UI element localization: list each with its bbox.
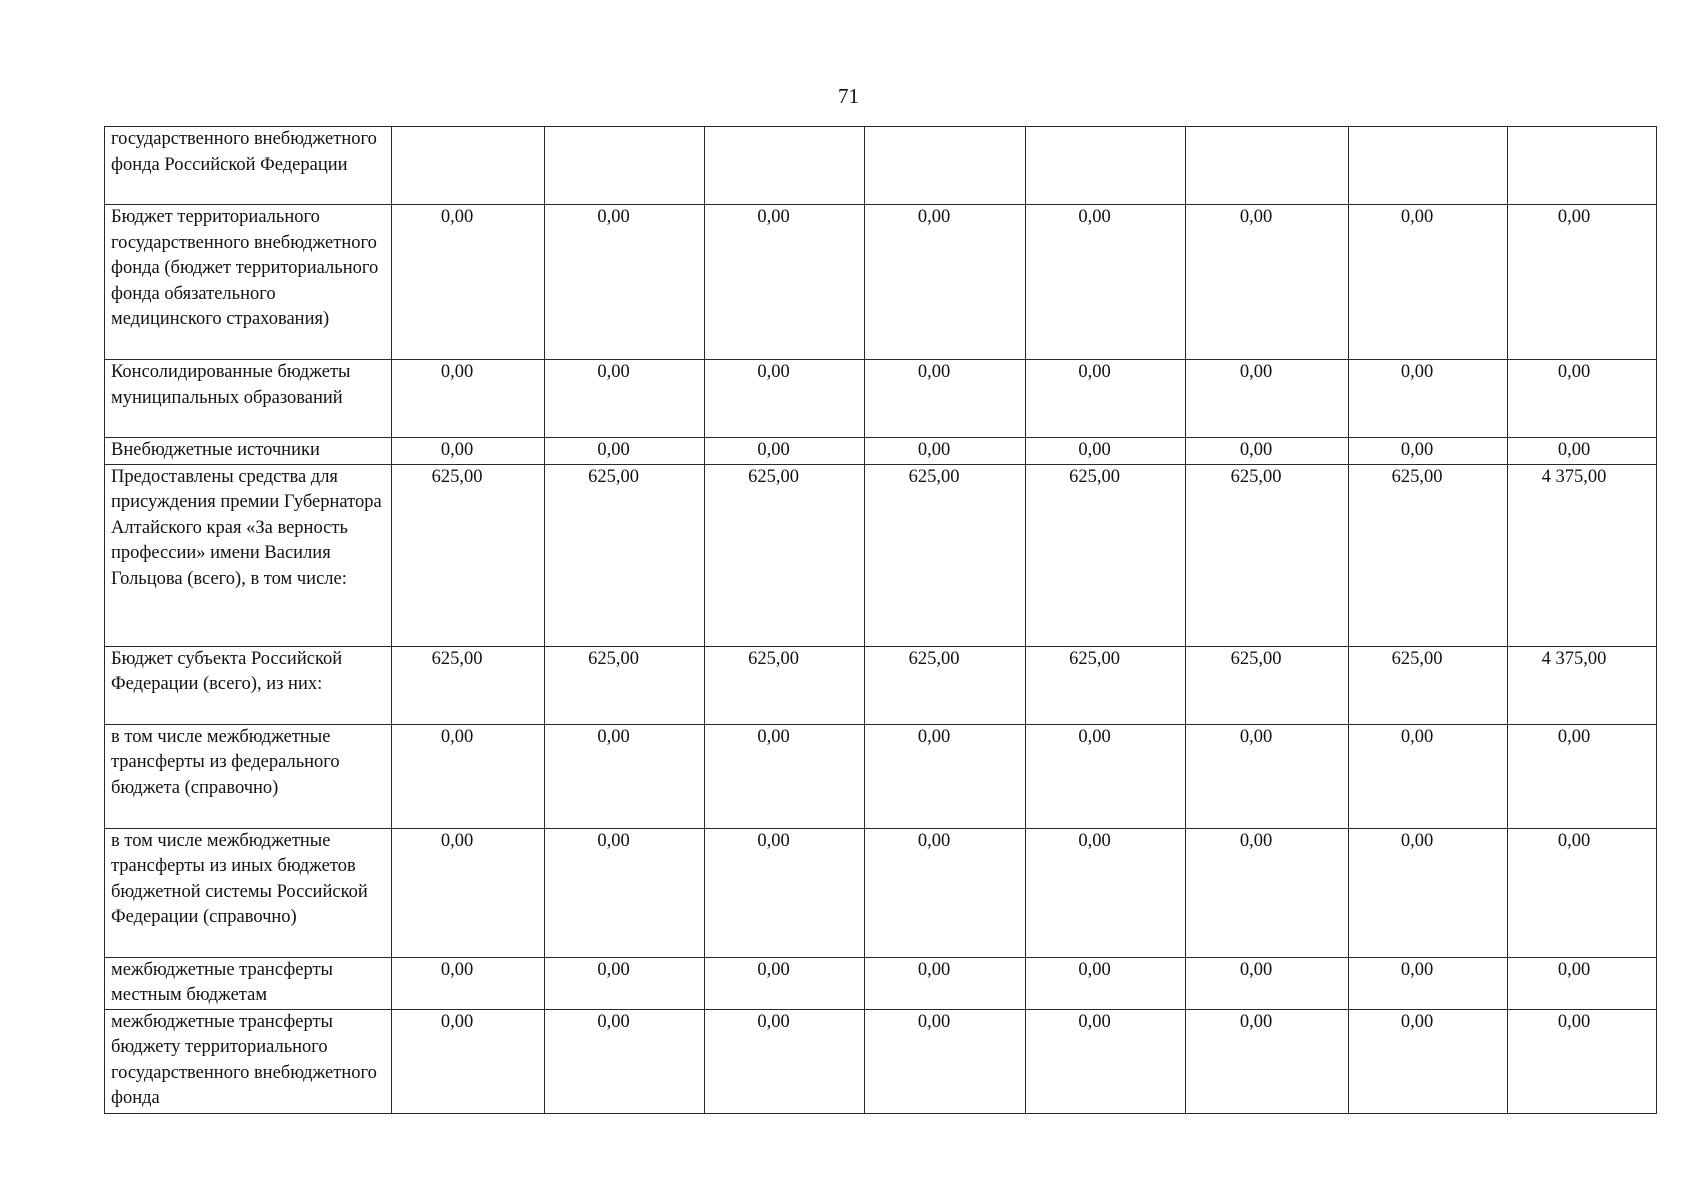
value-cell <box>1508 127 1657 205</box>
value-cell: 0,00 <box>1026 360 1186 438</box>
value-cell: 0,00 <box>392 724 545 828</box>
table-row <box>105 1009 1657 1113</box>
value-cell: 625,00 <box>705 646 865 724</box>
value-cell <box>1186 127 1349 205</box>
budget-table <box>104 126 1657 1114</box>
value-cell: 0,00 <box>392 205 545 360</box>
value-cell: 0,00 <box>705 1009 865 1113</box>
value-cell: 0,00 <box>705 828 865 957</box>
value-cell: 625,00 <box>1026 464 1186 646</box>
value-cell: 0,00 <box>865 957 1026 1009</box>
value-cell <box>545 127 705 205</box>
value-cell: 625,00 <box>1349 646 1508 724</box>
value-cell: 0,00 <box>1026 828 1186 957</box>
value-cell <box>865 127 1026 205</box>
value-cell: 0,00 <box>705 438 865 465</box>
value-cell: 0,00 <box>1186 438 1349 465</box>
value-cell: 625,00 <box>865 646 1026 724</box>
value-cell: 0,00 <box>1026 1009 1186 1113</box>
value-cell: 0,00 <box>392 1009 545 1113</box>
value-cell: 0,00 <box>1349 828 1508 957</box>
value-cell: 0,00 <box>1349 724 1508 828</box>
value-cell: 0,00 <box>392 360 545 438</box>
value-cell: 0,00 <box>1349 1009 1508 1113</box>
value-cell: 0,00 <box>1186 205 1349 360</box>
value-cell: 0,00 <box>1508 724 1657 828</box>
value-cell: 0,00 <box>545 205 705 360</box>
value-cell: 0,00 <box>865 1009 1026 1113</box>
row-label: межбюджетные трансферты местным бюджетам <box>105 957 392 1009</box>
value-cell: 625,00 <box>1186 646 1349 724</box>
value-cell: 0,00 <box>1186 360 1349 438</box>
value-cell: 0,00 <box>1508 205 1657 360</box>
value-cell: 625,00 <box>1349 464 1508 646</box>
value-cell: 4 375,00 <box>1508 646 1657 724</box>
row-label: межбюджетные трансферты бюджету территориального государственного внебюджетного фонда <box>105 1009 392 1113</box>
value-cell: 0,00 <box>545 360 705 438</box>
value-cell: 0,00 <box>1026 205 1186 360</box>
table-row <box>105 957 1657 1009</box>
value-cell: 0,00 <box>865 724 1026 828</box>
value-cell: 0,00 <box>705 360 865 438</box>
value-cell: 0,00 <box>865 205 1026 360</box>
value-cell: 0,00 <box>392 957 545 1009</box>
value-cell: 0,00 <box>705 724 865 828</box>
table-row <box>105 646 1657 724</box>
value-cell: 0,00 <box>1186 828 1349 957</box>
row-label: государственного внебюджетного фонда Российской Федерации <box>105 127 392 205</box>
value-cell: 0,00 <box>865 438 1026 465</box>
value-cell: 0,00 <box>1026 724 1186 828</box>
value-cell: 0,00 <box>1186 724 1349 828</box>
value-cell <box>705 127 865 205</box>
table-row <box>105 464 1657 646</box>
value-cell: 0,00 <box>545 724 705 828</box>
value-cell: 0,00 <box>1186 957 1349 1009</box>
table-row <box>105 828 1657 957</box>
row-label: в том числе межбюджетные трансферты из иных бюджетов бюджетной системы Российской Федерации (справочно) <box>105 828 392 957</box>
value-cell <box>1349 127 1508 205</box>
value-cell: 0,00 <box>865 360 1026 438</box>
value-cell: 625,00 <box>545 646 705 724</box>
page-number: 71 <box>838 84 859 108</box>
value-cell: 0,00 <box>1349 360 1508 438</box>
value-cell: 625,00 <box>1026 646 1186 724</box>
value-cell: 0,00 <box>1026 957 1186 1009</box>
table-row <box>105 360 1657 438</box>
table-row <box>105 724 1657 828</box>
row-label: Предоставлены средства для присуждения премии Губернатора Алтайского края «За верность профессии» имени Василия Гольцова (всего), в том числе: <box>105 464 392 646</box>
table-row <box>105 205 1657 360</box>
value-cell: 625,00 <box>392 646 545 724</box>
value-cell: 0,00 <box>705 957 865 1009</box>
value-cell: 4 375,00 <box>1508 464 1657 646</box>
value-cell: 0,00 <box>1349 957 1508 1009</box>
value-cell <box>1026 127 1186 205</box>
value-cell: 0,00 <box>1026 438 1186 465</box>
value-cell: 0,00 <box>545 438 705 465</box>
value-cell: 0,00 <box>1508 1009 1657 1113</box>
row-label: Консолидированные бюджеты муниципальных образований <box>105 360 392 438</box>
value-cell: 625,00 <box>392 464 545 646</box>
value-cell: 0,00 <box>1508 957 1657 1009</box>
row-label: в том числе межбюджетные трансферты из федерального бюджета (справочно) <box>105 724 392 828</box>
value-cell: 0,00 <box>1349 205 1508 360</box>
row-label: Бюджет субъекта Российской Федерации (всего), из них: <box>105 646 392 724</box>
value-cell: 0,00 <box>1349 438 1508 465</box>
value-cell: 0,00 <box>865 828 1026 957</box>
value-cell: 0,00 <box>1508 360 1657 438</box>
value-cell: 625,00 <box>865 464 1026 646</box>
value-cell: 0,00 <box>705 205 865 360</box>
value-cell: 625,00 <box>705 464 865 646</box>
value-cell: 0,00 <box>1508 438 1657 465</box>
value-cell: 0,00 <box>545 957 705 1009</box>
row-label: Бюджет территориального государственного внебюджетного фонда (бюджет территориального фонда обязательного медицинского страхования) <box>105 205 392 360</box>
value-cell: 0,00 <box>1186 1009 1349 1113</box>
table-row <box>105 438 1657 465</box>
value-cell: 625,00 <box>1186 464 1349 646</box>
value-cell <box>392 127 545 205</box>
row-label: Внебюджетные источники <box>105 438 392 465</box>
value-cell: 625,00 <box>545 464 705 646</box>
value-cell: 0,00 <box>1508 828 1657 957</box>
value-cell: 0,00 <box>545 828 705 957</box>
value-cell: 0,00 <box>392 438 545 465</box>
table-body <box>105 127 1657 1114</box>
value-cell: 0,00 <box>545 1009 705 1113</box>
table-row <box>105 127 1657 205</box>
value-cell: 0,00 <box>392 828 545 957</box>
